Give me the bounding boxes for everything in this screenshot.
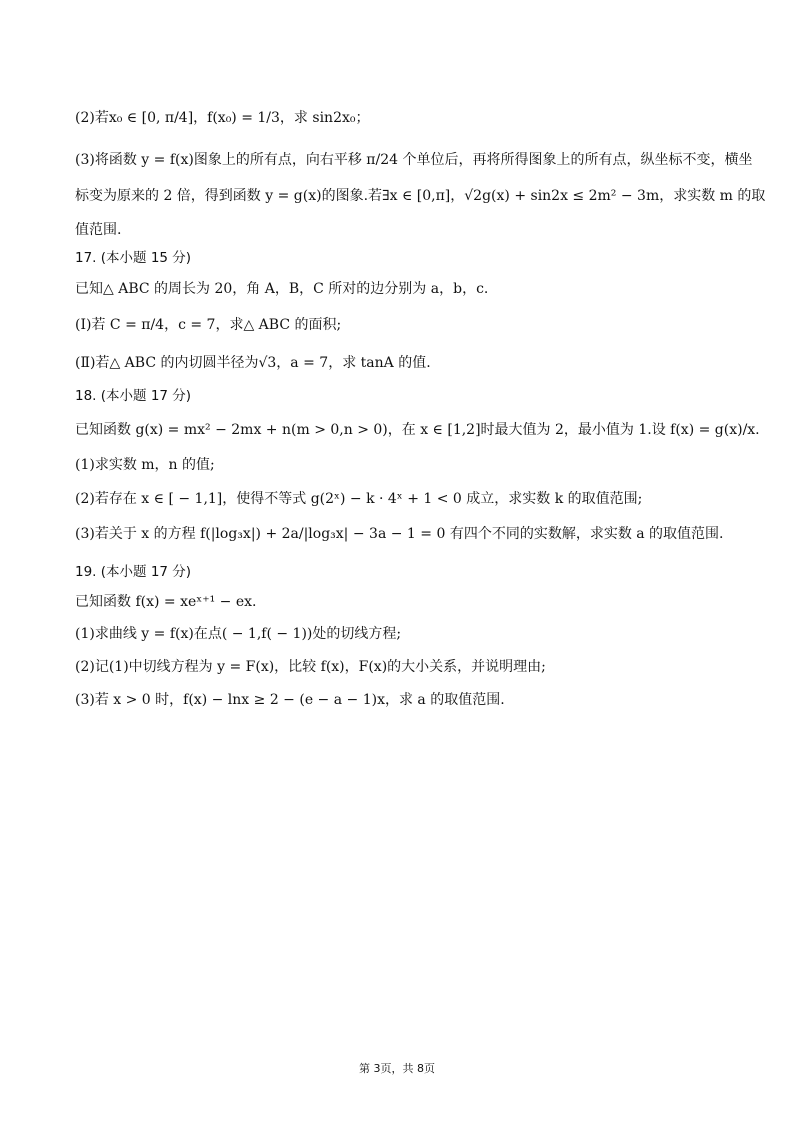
problem18-heading: 18. (本小题 17 分) xyxy=(75,388,192,404)
problem16-part3-line1: (3)将函数 y = f(x)图象上的所有点，向右平移 π/24 个单位后，再将所得图象上的所有点，纵坐标不变，横坐 xyxy=(75,152,753,168)
problem16-part3-line3: 值范围. xyxy=(75,222,122,238)
problem17-part1: (Ⅰ)若 C = π/4，c = 7，求△ ABC 的面积; xyxy=(75,317,342,333)
problem19-stem: 已知函数 f(x) = xeˣ⁺¹ − ex. xyxy=(75,594,257,610)
problem17-heading: 17. (本小题 15 分) xyxy=(75,250,192,266)
problem18-part2: (2)若存在 x ∈ [ − 1,1]，使得不等式 g(2ˣ) − k · 4ˣ + 1 < 0 成立，求实数 k 的取值范围; xyxy=(75,491,643,507)
problem18-stem: 已知函数 g(x) = mx² − 2mx + n(m > 0,n > 0)，在 x ∈ [1,2]时最大值为 2，最小值为 1.设 f(x) = g(x)/x. xyxy=(75,422,760,438)
problem17-part2: (Ⅱ)若△ ABC 的内切圆半径为√3，a = 7，求 tanA 的值. xyxy=(75,355,431,371)
problem19-part2: (2)记(1)中切线方程为 y = F(x)，比较 f(x)，F(x)的大小关系，并说明理由; xyxy=(75,659,546,675)
problem18-part1: (1)求实数 m，n 的值; xyxy=(75,457,215,473)
problem17-stem: 已知△ ABC 的周长为 20，角 A，B，C 所对的边分别为 a，b，c. xyxy=(75,281,489,297)
problem16-part3-line2: 标变为原来的 2 倍，得到函数 y = g(x)的图象.若∃x ∈ [0,π]，√2g(x) + sin2x ≤ 2m² − 3m，求实数 m 的取 xyxy=(75,188,766,204)
page-footer: 第 3页，共 8页 xyxy=(359,1062,435,1075)
problem19-part1: (1)求曲线 y = f(x)在点( − 1,f( − 1))处的切线方程; xyxy=(75,626,402,642)
problem19-part3: (3)若 x > 0 时，f(x) − lnx ≥ 2 − (e − a − 1)x，求 a 的取值范围. xyxy=(75,692,505,708)
problem16-part2: (2)若x₀ ∈ [0, π/4]，f(x₀) = 1/3，求 sin2x₀； xyxy=(75,110,370,126)
problem18-part3: (3)若关于 x 的方程 f(|log₃x|) + 2a/|log₃x| − 3a − 1 = 0 有四个不同的实数解，求实数 a 的取值范围. xyxy=(75,526,724,542)
problem19-heading: 19. (本小题 17 分) xyxy=(75,564,192,580)
